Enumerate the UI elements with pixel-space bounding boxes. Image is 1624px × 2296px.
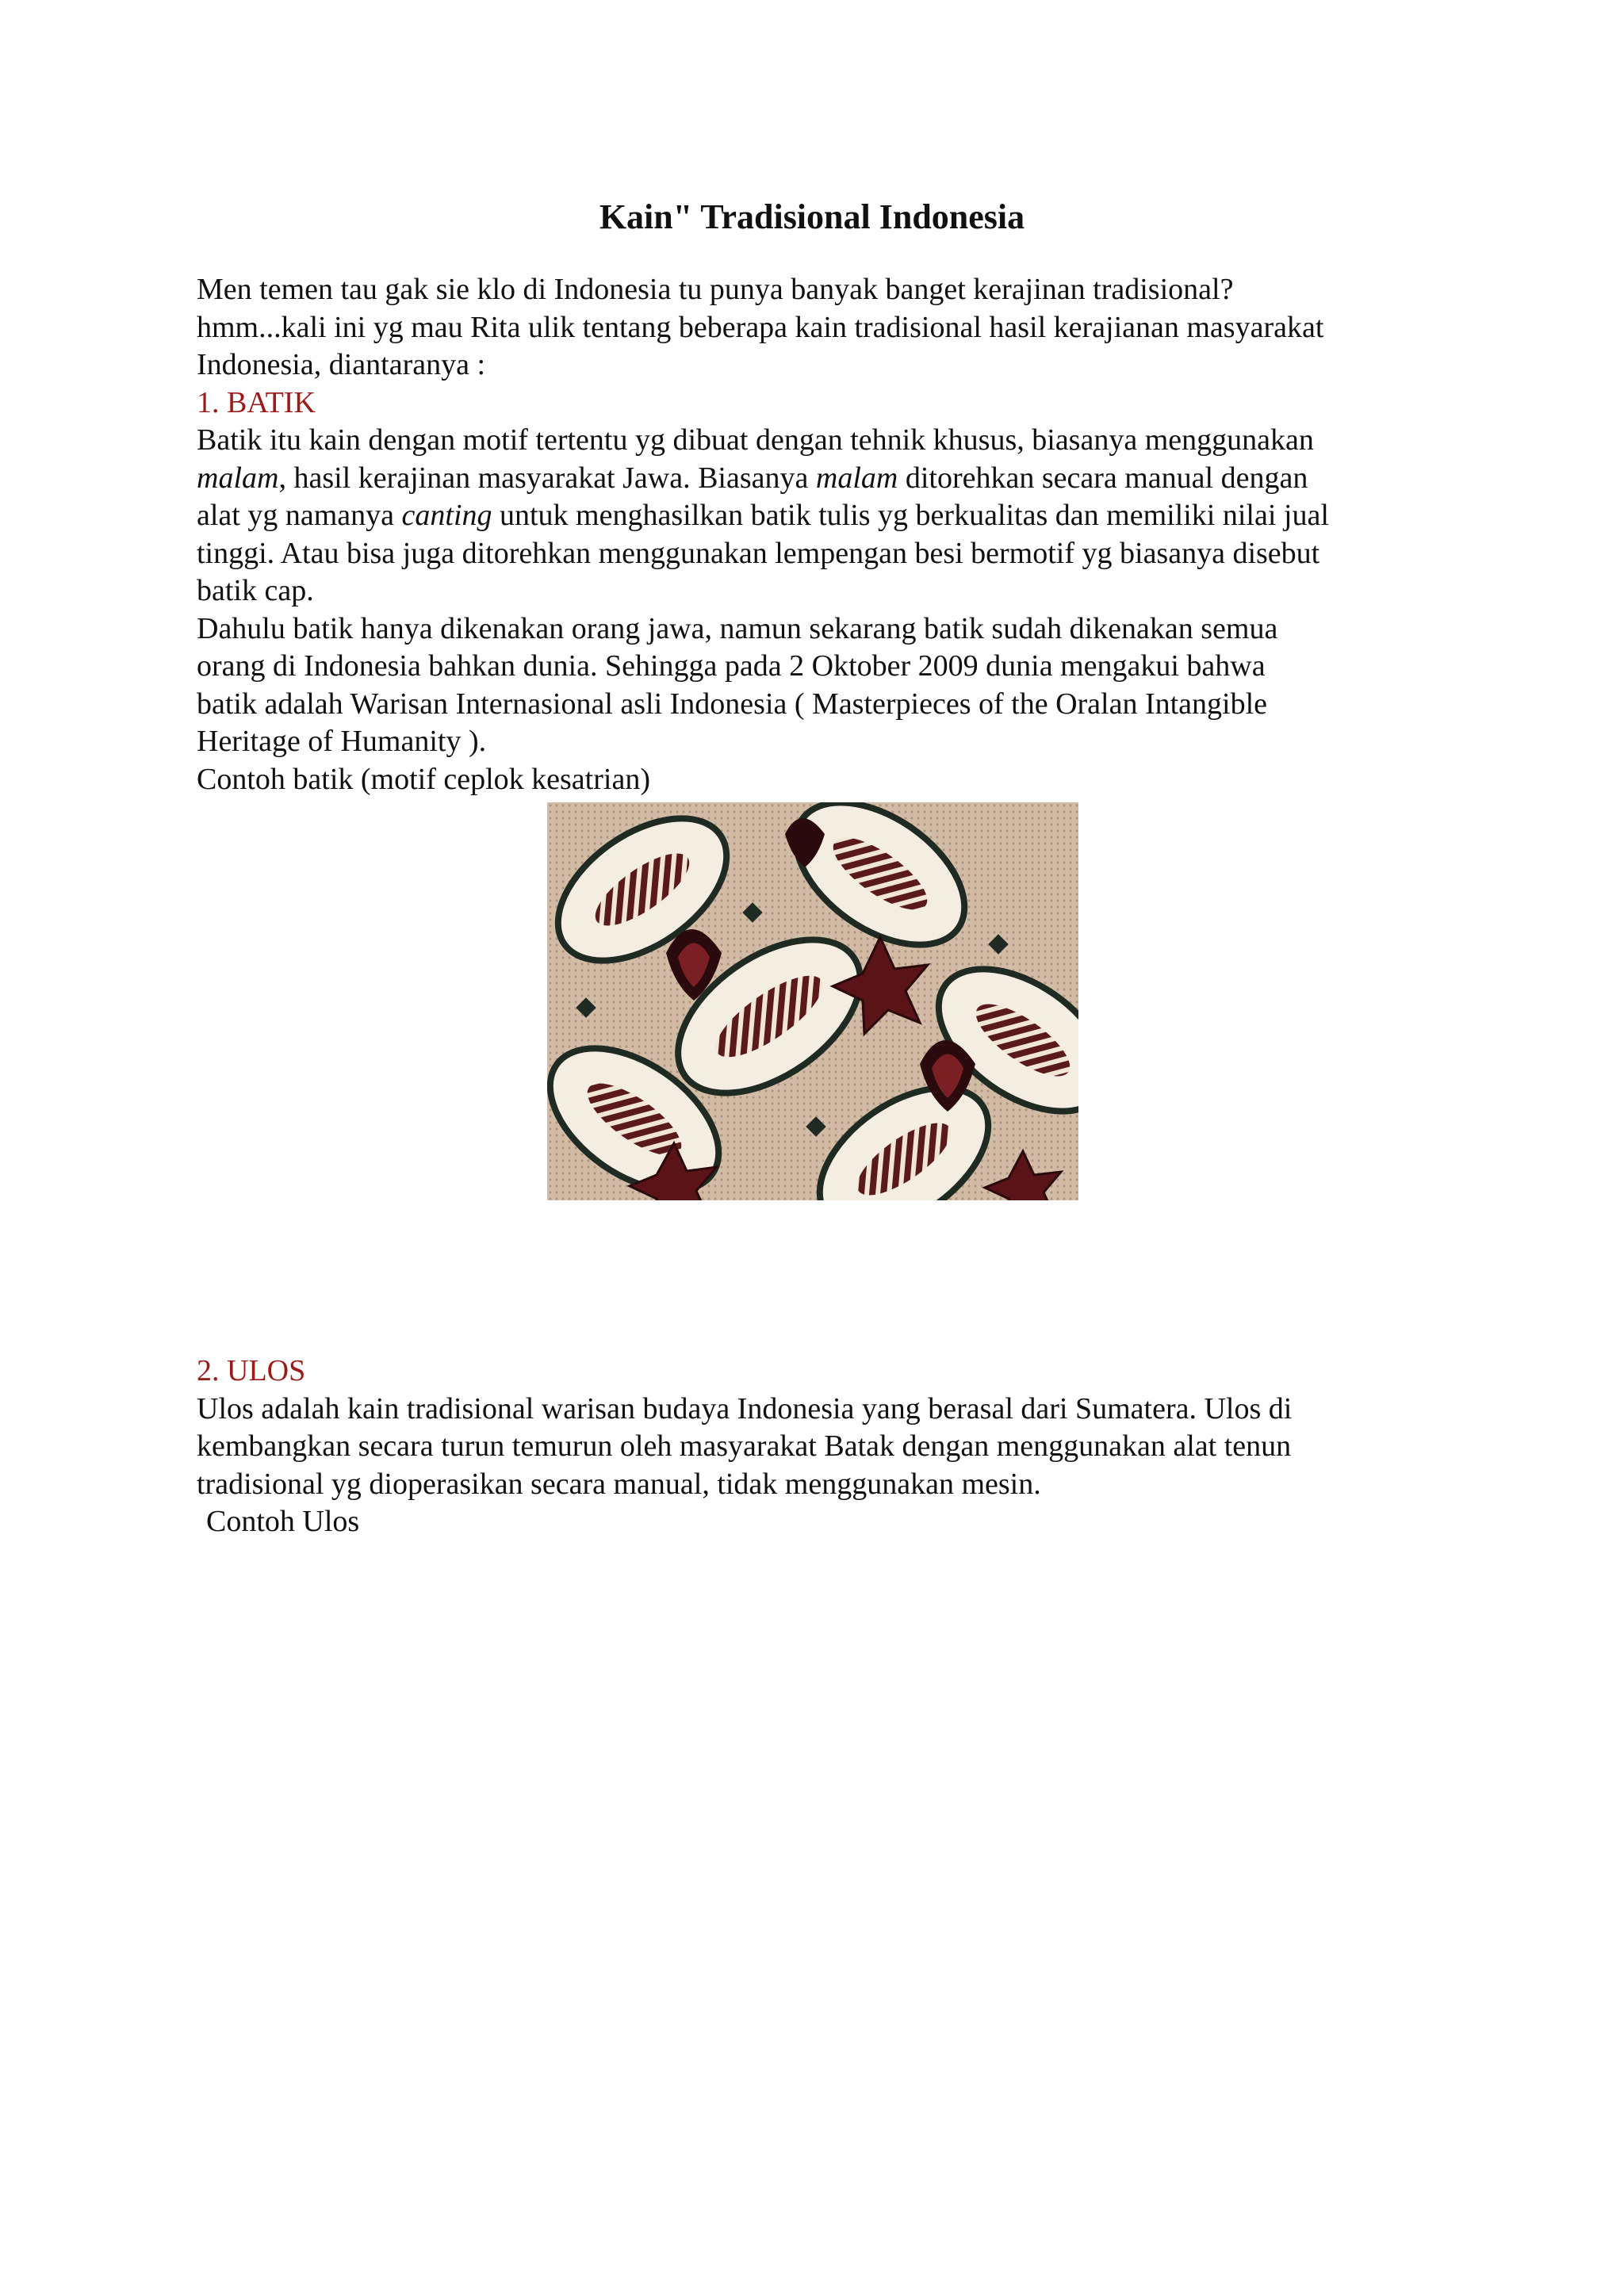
page-title: Kain" Tradisional Indonesia [599,197,1025,236]
ulos-example-label: Contoh Ulos [206,1505,360,1538]
ulos-line: Ulos adalah kain tradisional warisan budaya Indonesia yang berasal dari Sumatera. Ulos di [197,1391,1293,1425]
batik-line-text: , hasil kerajinan masyarakat Jawa. Biasanya [278,461,816,495]
batik-line: tinggi. Atau bisa juga ditorehkan menggunakan lempengan besi bermotif yg biasanya disebut [197,536,1320,570]
ulos-line: tradisional yg dioperasikan secara manual, tidak menggunakan mesin. [197,1467,1041,1501]
batik-term-malam: malam [197,461,279,495]
batik-line: Batik itu kain dengan motif tertentu yg dibuat dengan tehnik khusus, biasanya menggunakan [197,423,1314,457]
batik-pattern-illustration [547,802,1078,1200]
intro-line: Men temen tau gak sie klo di Indonesia tu punya banyak banget kerajinan tradisional? [197,273,1234,306]
batik-heading: 1. BATIK [197,385,316,419]
intro-line: hmm...kali ini yg mau Rita ulik tentang beberapa kain tradisional hasil kerajianan masyarakat [197,310,1324,344]
batik-history-line: orang di Indonesia bahkan dunia. Sehingga pada 2 Oktober 2009 dunia mengakui bahwa [197,649,1266,683]
intro-line: Indonesia, diantaranya : [197,348,486,381]
intro-and-batik-section [197,271,1434,798]
batik-line-text: alat yg namanya [197,499,402,532]
batik-line-text: untuk menghasilkan batik tulis yg berkualitas dan memiliki nilai jual [492,499,1329,532]
batik-term-canting: canting [401,499,492,532]
ulos-heading: 2. ULOS [197,1354,306,1387]
batik-line [197,460,1434,498]
batik-line: batik cap. [197,574,314,607]
batik-term-malam: malam [815,461,898,495]
ulos-line: kembangkan secara turun temurun oleh masyarakat Batak dengan menggunakan alat tenun [197,1429,1292,1463]
batik-history-line: Heritage of Humanity ). [197,725,487,758]
batik-example-label: Contoh batik (motif ceplok kesatrian) [197,762,650,796]
batik-history-line: batik adalah Warisan Internasional asli Indonesia ( Masterpieces of the Oralan Intangible [197,687,1268,721]
batik-line-text: ditorehkan secara manual dengan [898,461,1308,495]
ulos-section [197,1353,1434,1541]
batik-image [547,802,1078,1200]
batik-line [197,497,1434,535]
batik-history-line: Dahulu batik hanya dikenakan orang jawa, namun sekarang batik sudah dikenakan semua [197,611,1278,645]
